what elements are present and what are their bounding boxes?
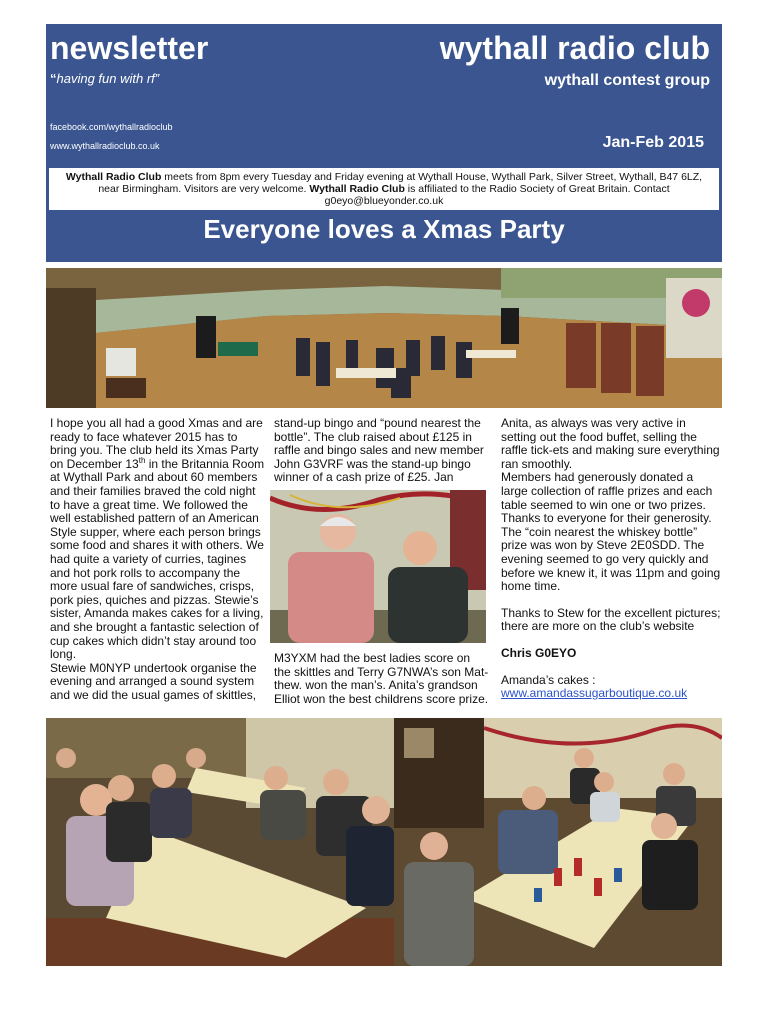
club-name-bold-2: Wythall Radio Club	[309, 183, 405, 195]
club-title: wythall radio club	[439, 30, 710, 66]
club-info-box	[49, 168, 719, 210]
issue-date: Jan-Feb 2015	[602, 134, 704, 151]
tagline-open-quote: “	[50, 71, 57, 86]
author-signature: Chris G0EYO	[501, 645, 577, 660]
facebook-link[interactable]: facebook.com/wythallradioclub	[50, 122, 173, 132]
club-info-text: meets from 8pm every Tuesday and Friday evening at Wythall House, Wythall Park, Silver Street, Wythall, B47 6LZ, near Birmingham. Visitors are very welcome.	[98, 171, 703, 195]
contest-group-title: wythall contest group	[544, 72, 710, 89]
panorama-photo	[46, 268, 722, 408]
newsletter-title: newsletter	[50, 30, 209, 66]
tagline	[50, 71, 159, 86]
article-column-1	[50, 417, 266, 702]
ordinal-suffix: th	[138, 455, 146, 465]
masthead	[46, 24, 722, 262]
article-headline: Everyone loves a Xmas Party	[203, 214, 565, 244]
article-paragraph: Stewie M0NYP undertook organise the evening and arranged a sound system and we did the usual games of skittles,	[50, 660, 257, 702]
tagline-text: having fun with rf	[56, 71, 155, 86]
party-table-photo-left	[46, 718, 394, 966]
article-text: in the Britannia Room at Wythall Park and about 60 members and their families braved the cold night to have a great time. We followed the well established pattern of an American Style supper, where each person brings some food and shares it with others. We had quite a variety of curries, tagines and hot pork rolls to accompany the more usual fare of sandwiches, crisps, pork pies, quiches and pizzas. Stewie’s sister, Amanda makes cakes for a living, and she brought a fantastic selection of cup cakes which didn’t stay around too long.	[50, 456, 265, 662]
party-table-photo-right	[394, 718, 722, 966]
article-column-2-top	[274, 417, 486, 485]
club-info-text-2: is affiliated to the Radio Society of Great Britain. Contact g0eyo@blueyonder.co.uk	[324, 183, 670, 207]
article-text: I hope you all had a good Xmas and are ready to face whatever 2015 has to bring you. The club held its Xmas Party on December 13	[50, 416, 263, 471]
article-paragraph: Thanks to Stew for the excellent pictures; there are more on the club’s website	[501, 605, 721, 634]
article-paragraph: stand-up bingo and “pound nearest the bottle”. The club raised about £125 in raffle and bingo sales and new member John G3VRF was the stand-up bingo winner of a cash prize of £25. Jan	[274, 416, 484, 485]
article-paragraph	[50, 417, 266, 662]
website-link[interactable]: www.wythallradioclub.co.uk	[50, 141, 160, 151]
members-photo	[270, 490, 486, 643]
tagline-close-quote: ”	[154, 71, 160, 86]
article-paragraph: Members had generously donated a large collection of raffle prizes and each table seemed to win one or two prizes. Thanks to everyone for their generosity. The “coin nearest the whiskey bottle” prize was won by Steve 2E0SDD. The evening seemed to go very quickly and before we knew it, it was 11pm and going home time.	[501, 470, 721, 594]
club-name-bold: Wythall Radio Club	[65, 171, 162, 183]
article-paragraph: M3YXM had the best ladies score on the skittles and Terry G7NWA’s son Mat-thew. won the man’s. Anita’s grandson Elliot won the best childrens score prize.	[274, 651, 489, 706]
cakes-website-link[interactable]: www.amandassugarboutique.co.uk	[501, 686, 688, 701]
article-column-3	[501, 417, 723, 701]
article-paragraph: Anita, as always was very active in setting out the food buffet, selling the raffle tick-ets and making sure everything ran smoothly.	[501, 416, 720, 471]
cakes-label: Amanda’s cakes :	[501, 672, 596, 687]
article-column-2-bottom	[274, 652, 490, 706]
